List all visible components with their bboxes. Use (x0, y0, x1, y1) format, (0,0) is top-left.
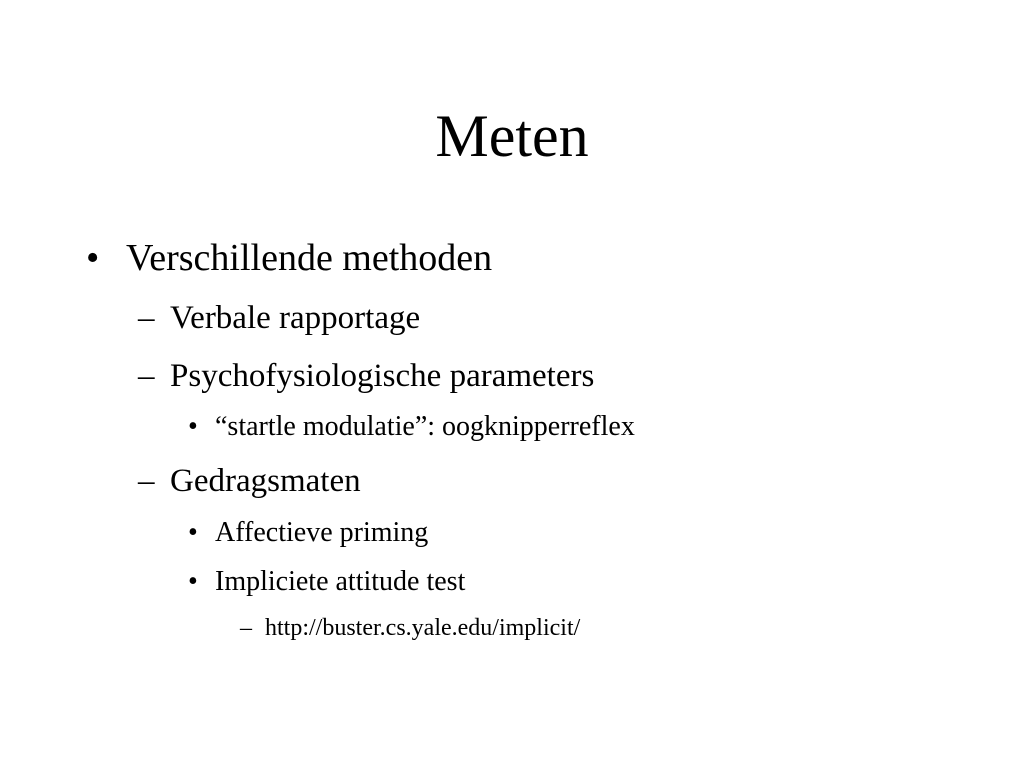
sub-sub-bullet-marker: • (188, 517, 198, 548)
slide-title: Meten (435, 103, 589, 169)
implicit-url: http://buster.cs.yale.edu/implicit/ (265, 615, 581, 641)
sub-sub-bullet-affective-priming: Affectieve priming (215, 517, 429, 548)
bullet-text-methods: Verschillende methoden (126, 237, 493, 279)
sub-sub-bullet-marker: • (188, 411, 198, 442)
sub-bullet-marker: – (138, 358, 155, 394)
sub-sub-bullet-iat: Impliciete attitude test (215, 566, 466, 597)
sub-bullet-psychophysiological: Psychofysiologische parameters (170, 358, 595, 394)
sub-bullet-marker: – (138, 463, 155, 499)
sub-sub-bullet-marker: • (188, 566, 198, 597)
sub-bullet-verbal-report: Verbale rapportage (170, 300, 421, 336)
sub-sub-bullet-startle: “startle modulatie”: oogknipperreflex (215, 411, 635, 442)
bullet-marker: • (86, 237, 100, 279)
level4-bullet-marker: – (240, 615, 252, 641)
sub-bullet-marker: – (138, 300, 155, 336)
sub-bullet-behavioral: Gedragsmaten (170, 463, 361, 499)
